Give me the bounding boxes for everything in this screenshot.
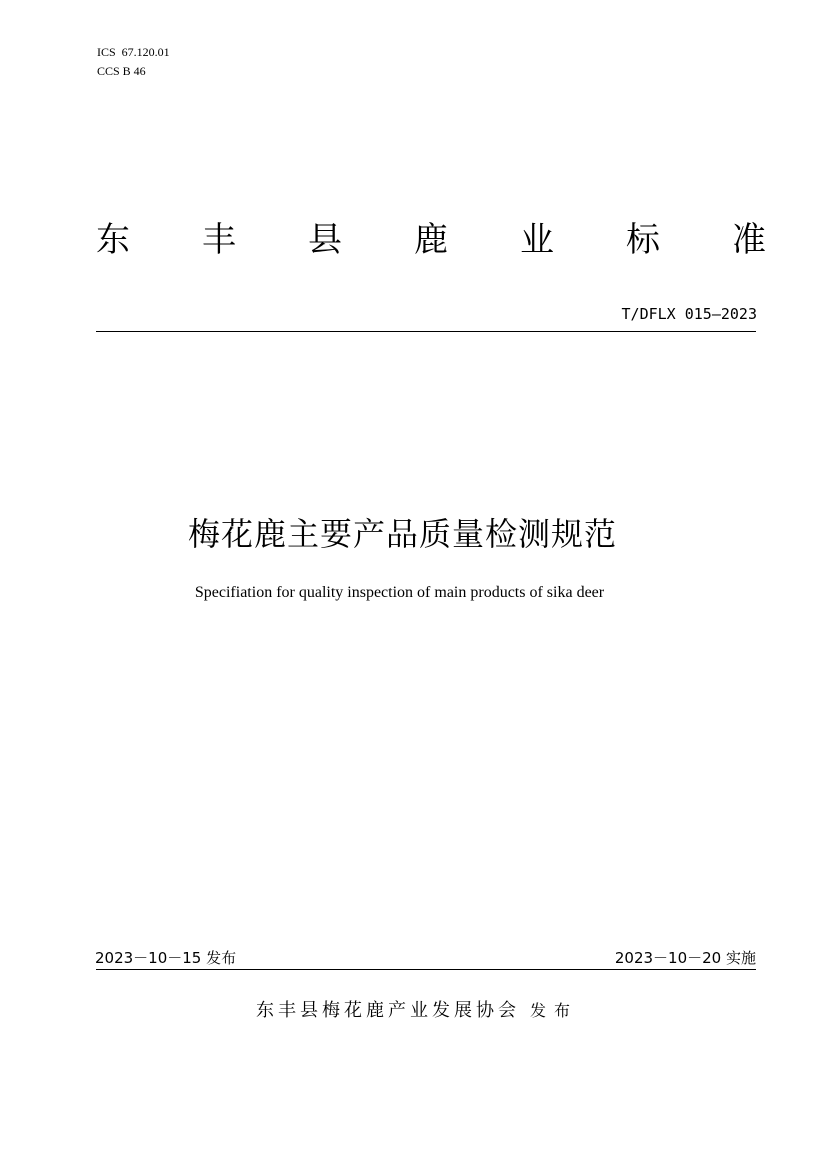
publisher-line [256, 996, 578, 1022]
heading-char: 东 [96, 219, 130, 260]
document-subtitle: Specifiation for quality inspection of main products of sika deer [194, 584, 605, 601]
publisher-name: 东丰县梅花鹿产业发展协会 [256, 1000, 520, 1021]
heading-char: 准 [732, 219, 766, 260]
ics-code: ICS 67.120.01 [97, 45, 170, 59]
implementation-date: 2023－10－20 实施 [614, 949, 756, 967]
publisher-suffix: 发布 [530, 1001, 579, 1020]
heading-char: 鹿 [414, 219, 448, 260]
classification-codes [97, 43, 170, 81]
issue-date: 2023－10－15 发布 [95, 949, 237, 967]
standard-category-heading [96, 214, 766, 258]
heading-char: 丰 [202, 219, 236, 260]
bottom-divider [96, 969, 756, 970]
document-title: 梅花鹿主要产品质量检测规范 [187, 515, 617, 553]
heading-char: 标 [626, 219, 660, 260]
heading-char: 县 [308, 219, 342, 260]
top-divider [96, 331, 756, 332]
ccs-code: CCS B 46 [97, 64, 146, 78]
standard-number: T/DFLX 015—2023 [621, 305, 757, 323]
heading-char: 业 [520, 219, 554, 260]
